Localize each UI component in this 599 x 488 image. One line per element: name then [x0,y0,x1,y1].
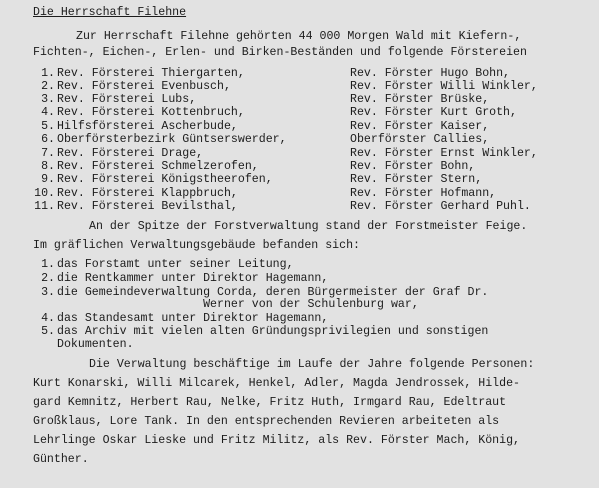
table-row [33,120,595,134]
table-row [33,147,595,161]
intro-line-1: Zur Herrschaft Filehne gehörten 44 000 Morgen Wald mit Kiefern-, [76,30,522,43]
list-text: das Forstamt unter seiner Leitung, [57,258,294,271]
list-text: Dokumenten. [57,338,134,351]
list-number: 5. [41,325,55,338]
forestry-name: Rev. Försterei Drage, [57,147,204,160]
forester-name: Rev. Förster Bohn, [350,160,476,173]
forstmeister-line: An der Spitze der Forstverwaltung stand der Forstmeister Feige. [89,220,528,233]
row-number: 10. [34,187,55,200]
list-text: die Gemeindeverwaltung Corda, deren Bürgermeister der Graf Dr. [57,286,489,299]
table-row [33,160,595,174]
forestry-name: Rev. Försterei Königstheerofen, [57,173,273,186]
staff-line-5: Lehrlinge Oskar Lieske und Fritz Militz, als Rev. Förster Mach, König, [33,434,521,447]
list-number: 3. [41,286,55,299]
forestry-name: Hilfsförsterei Ascherbude, [57,120,238,133]
staff-line-6: Günther. [33,453,89,466]
row-number: 4. [41,106,55,119]
row-number: 8. [41,160,55,173]
forester-name: Rev. Förster Kurt Groth, [350,106,517,119]
forester-name: Rev. Förster Gerhard Puhl. [350,200,531,213]
forester-name: Rev. Förster Brüske, [350,93,490,106]
forester-name: Rev. Förster Stern, [350,173,483,186]
forester-name: Rev. Förster Hofmann, [350,187,497,200]
buildings-intro: Im gräflichen Verwaltungsgebäude befanden sich: [33,239,360,252]
forester-name: Rev. Förster Ernst Winkler, [350,147,538,160]
list-number: 2. [41,272,55,285]
forestry-name: Rev. Försterei Schmelzerofen, [57,160,259,173]
document-heading: Die Herrschaft Filehne [33,6,187,19]
forestry-name: Rev. Försterei Bevilsthal, [57,200,238,213]
table-row [33,67,595,81]
staff-line-1: Die Verwaltung beschäftige im Laufe der Jahre folgende Personen: [89,358,535,371]
forestry-name: Rev. Försterei Kottenbruch, [57,106,245,119]
forester-name: Rev. Förster Willi Winkler, [350,80,538,93]
list-text: das Archiv mit vielen alten Gründungsprivilegien und sonstigen [57,325,489,338]
row-number: 1. [41,67,55,80]
table-row [33,133,595,147]
list-number: 1. [41,258,55,271]
row-number: 2. [41,80,55,93]
row-number: 11. [34,200,55,213]
row-number: 9. [41,173,55,186]
table-row [33,200,595,214]
forestry-name: Rev. Försterei Thiergarten, [57,67,245,80]
row-number: 6. [41,133,55,146]
table-row [33,93,595,107]
forester-name: Rev. Förster Hugo Bohn, [350,67,511,80]
forestry-name: Rev. Försterei Lubs, [57,93,197,106]
forestry-name: Rev. Försterei Evenbusch, [57,80,231,93]
list-number: 4. [41,312,55,325]
forestry-name: Oberförsterbezirk Güntserswerder, [57,133,287,146]
intro-line-2: Fichten-, Eichen-, Erlen- und Birken-Beständen und folgende Förstereien [33,46,527,59]
staff-line-2: Kurt Konarski, Willi Milcarek, Henkel, Adler, Magda Jendrossek, Hilde- [33,377,521,390]
list-text: das Standesamt unter Direktor Hagemann, [57,312,329,325]
list-text: die Rentkammer unter Direktor Hagemann, [57,272,329,285]
staff-line-4: Großklaus, Lore Tank. In den entsprechenden Revieren arbeiteten als [33,415,500,428]
forester-name: Oberförster Callies, [350,133,490,146]
table-row [33,106,595,120]
table-row [33,187,595,201]
table-row [33,80,595,94]
forestry-name: Rev. Försterei Klappbruch, [57,187,238,200]
list-text: Werner von der Schulenburg war, [57,298,419,311]
table-row [33,173,595,187]
forester-name: Rev. Förster Kaiser, [350,120,490,133]
staff-line-3: gard Kemnitz, Herbert Rau, Nelke, Fritz Huth, Irmgard Rau, Edeltraut [33,396,507,409]
row-number: 3. [41,93,55,106]
row-number: 7. [41,147,55,160]
row-number: 5. [41,120,55,133]
